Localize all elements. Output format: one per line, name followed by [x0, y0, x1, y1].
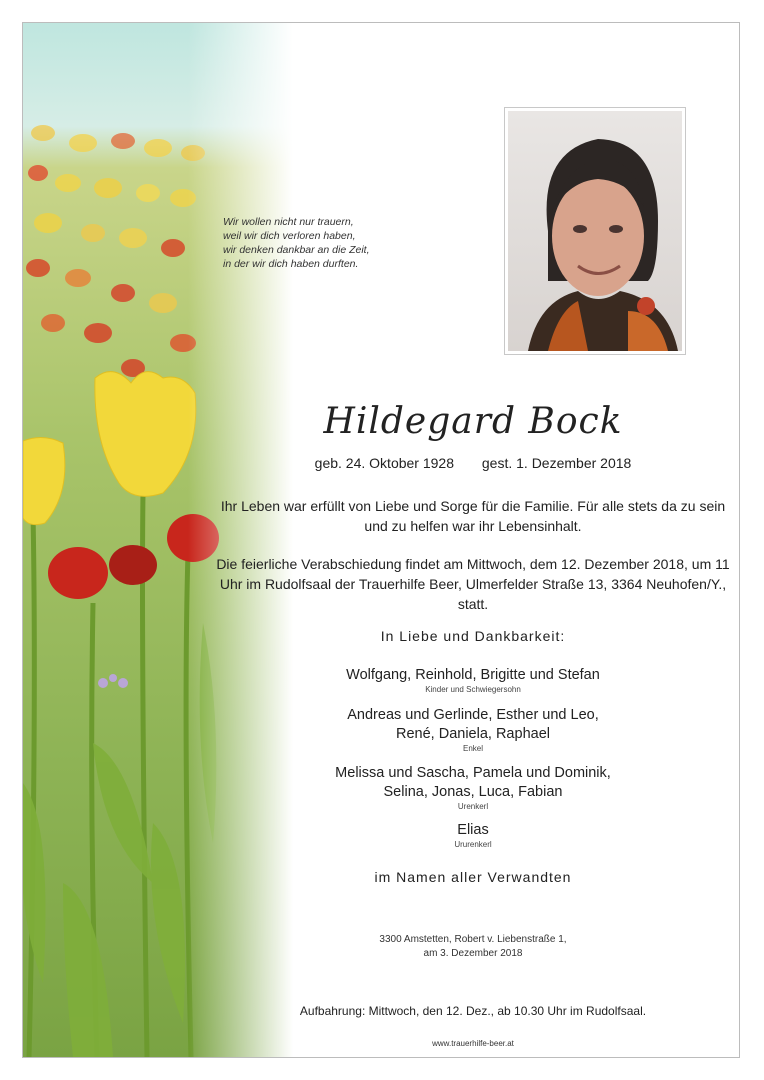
poem-line: Wir wollen nicht nur trauern,: [223, 216, 354, 228]
thanks-heading: In Liebe und Dankbarkeit:: [380, 628, 566, 644]
obituary-card: [22, 22, 740, 1058]
poem-line: wir denken dankbar an die Zeit,: [223, 244, 370, 256]
life-dates: [243, 455, 703, 471]
ceremony-announcement: Die feierliche Verabschiedung findet am Mittwoch, dem 12. Dezember 2018, um 11 Uhr im Rudolfsaal der Trauerhilfe Beer, Ulmerfelder Straße 13, 3364 Neuhofen/Y., statt.: [216, 556, 730, 612]
family-names: Selina, Jonas, Luca, Fabian: [383, 784, 563, 800]
birth-date: geb. 24. Oktober 1928: [314, 455, 454, 471]
family-names: Wolfgang, Reinhold, Brigitte und Stefan: [346, 667, 600, 683]
family-group-great-great-grandchildren: [223, 821, 723, 850]
family-names: René, Daniela, Raphael: [396, 726, 550, 742]
family-group-great-grandchildren: [223, 764, 723, 812]
address-block: [243, 933, 703, 961]
death-date: gest. 1. Dezember 2018: [481, 455, 632, 471]
viewing-info: Aufbahrung: Mittwoch, den 12. Dez., ab 10.30 Uhr im Rudolfsaal.: [299, 1004, 647, 1018]
life-description: Ihr Leben war erfüllt von Liebe und Sorge für die Familie. Für alle stets da zu sein und zu helfen war ihr Lebensinhalt.: [220, 498, 726, 534]
poem-line: weil wir dich verloren haben,: [223, 230, 356, 242]
portrait-photo: [504, 107, 686, 355]
address-date: am 3. Dezember 2018: [423, 948, 523, 959]
family-names: Andreas und Gerlinde, Esther und Leo,: [347, 707, 599, 723]
family-names: Melissa und Sascha, Pamela und Dominik,: [335, 765, 611, 781]
family-names: Elias: [457, 822, 489, 838]
family-relation: Ururenkerl: [454, 840, 492, 849]
family-group-children: [223, 666, 723, 695]
family-relation: Urenkerl: [457, 802, 489, 811]
tulip-field-image: [23, 23, 323, 1057]
memorial-poem: [223, 215, 443, 271]
address-line: 3300 Amstetten, Robert v. Liebenstraße 1,: [379, 934, 567, 945]
family-relation: Enkel: [462, 744, 483, 753]
relatives-line: im Namen aller Verwandten: [374, 869, 572, 885]
family-relation: Kinder und Schwiegersohn: [425, 685, 521, 694]
family-group-grandchildren: [223, 706, 723, 754]
website-link[interactable]: www.trauerhilfe-beer.at: [432, 1039, 514, 1048]
deceased-name: Hildegard Bock: [323, 401, 623, 442]
poem-line: in der wir dich haben durften.: [223, 258, 359, 270]
